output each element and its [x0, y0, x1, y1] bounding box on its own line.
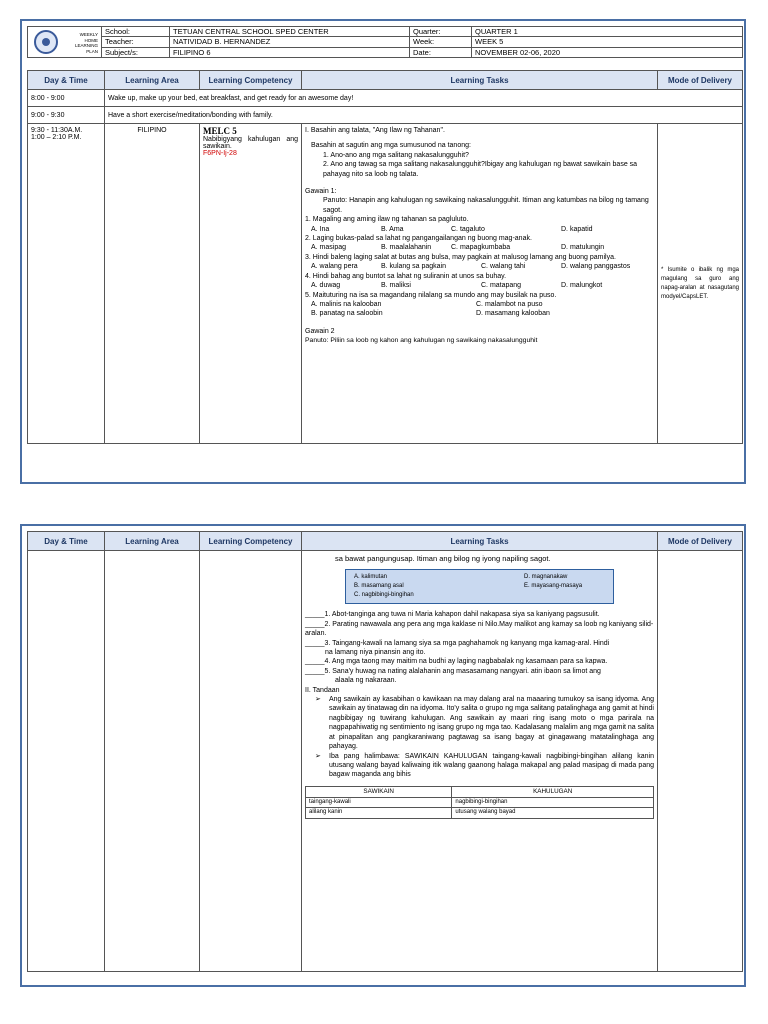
competency-text: Nabibigyang kahulugan ang sawikain.	[203, 136, 298, 150]
empty-cell	[658, 551, 743, 972]
task-question: 2. Ano ang tawag sa mga salitang nakasalungguhit?Ibigay ang kahulugan ng bawat sawikain base sa pahayag nito sa loob ng talata.	[323, 161, 638, 178]
col-learning-tasks: Learning Tasks	[302, 71, 658, 90]
plan-table-continued	[27, 531, 743, 972]
col-learning-area: Learning Area	[105, 532, 200, 551]
table-row: alilang kanin utusang walang bayad	[306, 808, 654, 818]
col-mode-of-delivery: Mode of Delivery	[658, 532, 743, 551]
week-label: Week:	[410, 37, 472, 47]
deped-seal-icon	[34, 30, 58, 54]
arrow-bullet-icon: ➢	[315, 696, 321, 704]
choices-box: A. kalimutan B. masamang asal C. nagbibingi-bingihan D. magnanakaw E. mayasang-masaya	[345, 569, 614, 604]
exercise-item: 5. Maituturing na isa sa magandang nilalang sa mundo ang may busilak na puso. A. malinis na kalooban C. malambot na puso B. panatag na saloobin D. masamang kalooban	[305, 291, 557, 318]
exercise-item: _____4. Ang mga taong may maitim na budhi ay laging nagbabalak ng kasamaan para sa kapwa.	[305, 658, 608, 666]
schedule-text: Wake up, make up your bed, eat breakfast, and get ready for an awesome day!	[105, 90, 743, 107]
logo-caption: WEEKLY HOME LEARNING PLAN	[74, 32, 98, 54]
empty-cell	[105, 551, 200, 972]
exercise-item: alaala ng nakaraan.	[335, 677, 397, 685]
quarter-value: QUARTER 1	[472, 27, 743, 37]
subject-value: FILIPINO 6	[170, 47, 410, 57]
empty-cell	[200, 551, 302, 972]
melc-title: MELC 5	[203, 126, 237, 136]
logo	[28, 27, 102, 58]
sawikain-table	[305, 786, 654, 819]
exercise-item: 2. Laging bukas-palad sa lahat ng pangangailangan ng buong mag-anak. A. masipag B. maalalahanin C. mapagkumbaba D. matulungin	[305, 235, 605, 252]
exercise-item: _____3. Taingang-kawali na lamang siya sa mga paghahamok ng kanyang mga kamag-aral. Hindi	[305, 639, 610, 647]
teacher-value: NATIVIDAD B. HERNANDEZ	[170, 37, 410, 47]
exercise-item: 1. Magaling ang aming ilaw ng tahanan sa pagluluto. A. Ina B. Ama C. tagaluto D. kapatid	[305, 216, 593, 233]
col-learning-competency: Learning Competency	[200, 532, 302, 551]
schedule-time: 9:00 - 9:30	[28, 107, 105, 124]
sawikain-header: SAWIKAIN	[306, 786, 452, 797]
schedule-time: 8:00 - 9:00	[28, 90, 105, 107]
col-learning-tasks: Learning Tasks	[302, 532, 658, 551]
exercise-item: _____5. Sana'y huwag na nating alalahanin ang masasamang nangyari. atin ibaon sa limot ang	[305, 667, 601, 675]
subject-label: Subject/s:	[102, 47, 170, 57]
task-instruction: Basahin at sagutin ang mga sumusunod na tanong:	[311, 142, 471, 150]
date-value: NOVEMBER 02-06, 2020	[472, 47, 743, 57]
col-learning-area: Learning Area	[105, 71, 200, 90]
task-instruction: I. Basahin ang talata, "Ang Ilaw ng Tahanan".	[305, 127, 445, 134]
kahulugan-header: KAHULUGAN	[452, 786, 654, 797]
learning-tasks	[302, 551, 658, 972]
quarter-label: Quarter:	[410, 27, 472, 37]
panuto: Panuto: Piliin sa loob ng kahon ang kahulugan ng sawikaing nakasalungguhit	[305, 337, 538, 345]
gawain-title: Gawain 1:	[305, 188, 337, 196]
col-mode-of-delivery: Mode of Delivery	[658, 71, 743, 90]
week-value: WEEK 5	[472, 37, 743, 47]
header-table	[27, 26, 743, 58]
table-row: taingang-kawali nagbibingi-bingihan	[306, 797, 654, 807]
empty-cell	[28, 551, 105, 972]
tandaan-title: II. Tandaan	[305, 686, 340, 694]
exercise-item: na lamang niya pinansin ang ito.	[325, 649, 426, 657]
teacher-label: Teacher:	[102, 37, 170, 47]
gawain-title: Gawain 2	[305, 327, 335, 335]
learning-area: FILIPINO	[105, 124, 200, 444]
page-2	[20, 524, 746, 987]
school-value: TETUAN CENTRAL SCHOOL SPED CENTER	[170, 27, 410, 37]
task-instruction: sa bawat pangungusap. Itiman ang bilog ng iyong napiling sagot.	[335, 554, 551, 563]
school-label: School:	[102, 27, 170, 37]
date-label: Date:	[410, 47, 472, 57]
col-learning-competency: Learning Competency	[200, 71, 302, 90]
panuto: Panuto: Hanapin ang kahulugan ng sawikaing nakasalungguhit. Itiman ang katumbas na bilog ng tamang sagot.	[323, 197, 649, 214]
task-question: 1. Ano-ano ang mga salitang nakasalungguhit?	[323, 151, 469, 159]
tandaan-bullet: ➢ Ang sawikain ay kasabihan o kawikaan na may dalang aral na maaaring tumukoy sa isang idyoma. Ang sawikain ay tinatawag din na idyoma. Ito'y salita o grupo ng mga salitang patalinghaga ang gamit at hindi nagbibigay ng tuwirang kahulugan. Ang sawikain ay maari ring isang moto o mga parirala na nagpapahiwatig ng sentimiento ng isang grupo ng mga tao. Kadalasang malalim ang mga gamit na salita at pinapalitan ang pangkaraniwang pagtawag sa isang bagay at ginagawang matatalinghaga ang pahayag.	[315, 696, 654, 751]
exercise-item: _____1. Abot-tanginga ang tuwa ni Maria kahapon dahil nakapasa siya sa kaniyang pagsusulit.	[305, 611, 600, 619]
arrow-bullet-icon: ➢	[315, 752, 321, 760]
learning-tasks	[302, 124, 658, 444]
exercise-item: 4. Hindi bahag ang buntot sa lahat ng suliranin at unos sa buhay. A. duwag B. maliksi C. matapang D. malungkot	[305, 272, 603, 290]
exercise-item: _____2. Parating nawawala ang pera ang mga kaklase ni Nilo.May malikot ang kamay sa loob ng kaniyang silid-aralan.	[305, 620, 654, 638]
col-day-time: Day & Time	[28, 532, 105, 551]
session-time: 9:30 - 11:30A.M. 1:00 – 2:10 P.M.	[28, 124, 105, 444]
learning-competency	[200, 124, 302, 444]
schedule-text: Have a short exercise/meditation/bonding with family.	[105, 107, 743, 124]
competency-code: F6PN-Ij-28	[203, 150, 237, 157]
col-day-time: Day & Time	[28, 71, 105, 90]
tandaan-bullet: ➢ Iba pang halimbawa: SAWIKAIN KAHULUGAN taingang-kawali nagbibingi-bingihan alilang kanin utusang walang bayad kaliwaing itik walang gaanong halaga makapal ang palad masipag di mada pang bagaw maganda ang bihis	[315, 752, 654, 779]
page-1	[20, 19, 746, 484]
plan-table	[27, 70, 743, 444]
exercise-item: 3. Hindi baleng laging salat at butas ang bulsa, may pagkain at malusog lamang ang buong pamilya. A. walang pera B. kulang sa pagkain C. walang tahi D. walang panggastos	[305, 253, 631, 271]
mode-of-delivery: * Isumite o ibalik ng mga magulang sa guro ang napag-aralan at nasagutang modyel/CapsLET.	[658, 124, 743, 444]
